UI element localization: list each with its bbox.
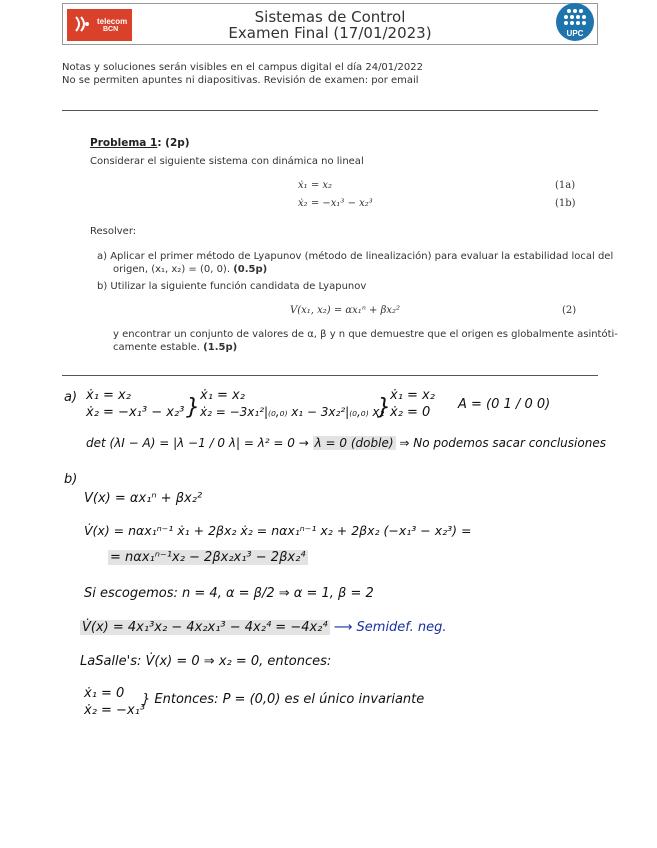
hw-det-line [86, 436, 606, 450]
equation-1a-number: (1a) [555, 180, 576, 191]
exam-title: Examen Final (17/01/2023) [228, 24, 432, 42]
course-title: Sistemas de Control [254, 8, 406, 26]
hw-system-1-line-2: ẋ₂ = −x₁³ − x₂³ [86, 405, 185, 420]
item-a-points: (0.5p) [233, 264, 268, 275]
hw-det-start: det (λI − A) = |λ −1 / 0 λ| = λ² = 0 → [86, 436, 309, 450]
hw-final-conclusion: } Entonces: P = (0,0) es el único invariante [142, 692, 425, 707]
item-a-line-2 [113, 264, 267, 275]
hw-V-definition: V(x) = αx₁ⁿ + βx₂² [84, 491, 203, 506]
hw-system-3-line-2: ẋ₂ = 0 [390, 405, 431, 420]
hw-final-line-2: ẋ₂ = −x₁³ [84, 703, 146, 718]
hw-Vdot-line-2-highlight: = nαx₁ⁿ⁻¹x₂ − 2βx₂x₁³ − 2βx₂⁴ [110, 550, 306, 565]
hw-Vdot-result [80, 620, 447, 635]
upc-dots-icon [556, 3, 594, 41]
hw-Vdot-line-1: V̇(x) = nαx₁ⁿ⁻¹ ẋ₁ + 2βx₂ ẋ₂ = nαx₁ⁿ⁻¹ x₂ + 2βx₂ (−x₁³ − x₂³) = [84, 523, 472, 538]
notes-line-1: Notas y soluciones serán visibles en el campus digital el día 24/01/2022 [62, 62, 423, 73]
equation-1b-number: (1b) [555, 198, 576, 209]
divider-top [62, 110, 598, 111]
upc-logo-text: UPC [566, 29, 584, 38]
telecom-wave-icon [73, 14, 91, 34]
logo-text-bcn: BCN [103, 26, 119, 33]
item-b-line-1: b) Utilizar la siguiente función candidata de Lyapunov [97, 281, 367, 292]
hw-brace-2: } [377, 395, 391, 420]
hw-system-3-line-1: ẋ₁ = x₂ [390, 388, 435, 403]
hw-lasalle: LaSalle's: V̇(x) = 0 ⇒ x₂ = 0, entonces: [80, 654, 332, 669]
equation-2: V(x₁, x₂) = αx₁ⁿ + βx₂² [290, 305, 401, 316]
hw-system-2-line-1: ẋ₁ = x₂ [200, 388, 245, 403]
hw-Vdot-result-highlight: V̇(x) = 4x₁³x₂ − 4x₂x₁³ − 4x₂⁴ = −4x₂⁴ [82, 620, 328, 635]
resolver-label: Resolver: [90, 226, 137, 237]
hw-final-line-1: ẋ₁ = 0 [84, 686, 125, 701]
equation-1b: ẋ₂ = −x₁³ − x₂³ [298, 198, 373, 209]
item-b-text: camente estable. [113, 342, 200, 353]
equation-1a: ẋ₁ = x₂ [298, 180, 333, 191]
item-b-points: (1.5p) [203, 342, 238, 353]
problem-points: : (2p) [157, 137, 190, 149]
item-a-line-1: a) Aplicar el primer método de Lyapunov (método de linealización) para evaluar la estabilidad local del [97, 251, 614, 262]
notes-line-2: No se permiten apuntes ni diapositivas. Revisión de examen: por email [62, 75, 419, 86]
problem-title [90, 137, 190, 149]
equation-2-number: (2) [562, 305, 577, 316]
item-b-line-3 [113, 342, 237, 353]
hw-semidef-annotation: ⟶ Semidef. neg. [333, 620, 447, 635]
problem-intro: Considerar el siguiente sistema con dinámica no lineal [90, 156, 364, 167]
hw-Vdot-line-2 [108, 550, 308, 565]
logo-text-telecom: telecom [97, 17, 128, 26]
hw-part-b-label: b) [64, 472, 78, 487]
hw-matrix-A: A = (0 1 / 0 0) [458, 397, 551, 412]
upc-logo [556, 3, 594, 41]
hw-choose-values: Si escogemos: n = 4, α = β/2 ⇒ α = 1, β = 2 [84, 586, 374, 601]
divider-bottom [62, 375, 598, 376]
telecom-bcn-logo [67, 9, 132, 41]
hw-det-highlight: λ = 0 (doble) [314, 436, 394, 450]
hw-system-2-line-2: ẋ₂ = −3x₁²|₍₀,₀₎ x₁ − 3x₂²|₍₀,₀₎ x₂ [200, 405, 385, 419]
hw-det-end: ⇒ No podemos sacar conclusiones [399, 436, 606, 450]
hw-system-1-line-1: ẋ₁ = x₂ [86, 388, 131, 403]
hw-brace-1: } [186, 395, 200, 420]
item-a-text: origen, (x₁, x₂) = (0, 0). [113, 264, 231, 275]
problem-label: Problema 1 [90, 137, 158, 149]
hw-part-a-label: a) [64, 390, 78, 405]
item-b-line-2: y encontrar un conjunto de valores de α, β y n que demuestre que el origen es globalmente asintóti- [113, 329, 618, 340]
